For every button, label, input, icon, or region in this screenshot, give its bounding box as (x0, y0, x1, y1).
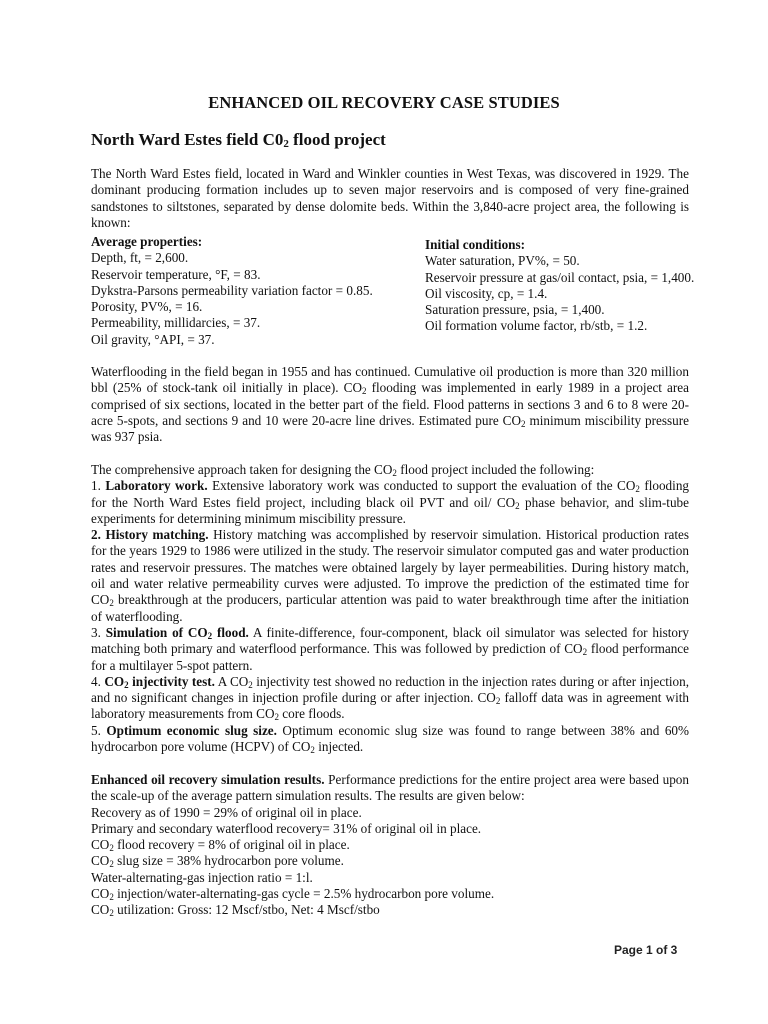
section-title (91, 130, 386, 150)
step-history-matching: 2. History matching. History matching was accomplished by reservoir simulation. Historical production rates for the years 1929 to 1986 were utilized in the study. The reservoir simulator computed gas and water production rates and reservoir pressures. The matches were obtained largely by layer permeabilities. During history match, oil and water relative permeability curves were adjusted. To improve the prediction of the estimated time for $CO_2$ breakthrough at the producers, particular attention was paid to water breakthrough time after the initiation of waterflooding. (91, 527, 689, 624)
condition-item: Reservoir pressure at gas/oil contact, psia, = 1,400. (425, 269, 695, 285)
page-number: Page 1 of 3 (614, 943, 678, 957)
condition-item: Water saturation, PV%, = 50. (425, 253, 580, 269)
section-title-suffix: flood project (288, 130, 386, 149)
step-simulation: 3. Simulation of $CO_2$ flood. A finite-difference, four-component, black oil simulator was selected for history matching both primary and waterflood performance. This was followed by prediction of $CO_2$ flood performance for a multilayer 5-spot pattern. (91, 624, 690, 673)
property-item: Reservoir temperature, °F, = 83. (91, 266, 261, 282)
step-laboratory-work: 1. Laboratory work. Extensive laboratory work was conducted to support the evaluation of the $CO_2$ flooding for the North Ward Estes field project, including black oil PVT and oil/ $CO_2$ phase behavior, and slim-tube experiments for determining minimum miscibility pressure. (91, 478, 690, 526)
result-item: $CO_2$ flood recovery = 8% of original oil in place. (91, 837, 350, 854)
condition-item: Oil viscosity, cp, = 1.4. (425, 285, 548, 301)
result-item: $CO_2$ utilization: Gross: 12 Mscf/stbo, Net: 4 Mscf/stbo (91, 902, 380, 919)
condition-item: Saturation pressure, psia, = 1,400. (425, 302, 605, 318)
document-title: ENHANCED OIL RECOVERY CASE STUDIES (208, 93, 560, 112)
result-item: $CO_2$ slug size = 38% hydrocarbon pore volume. (91, 853, 344, 870)
property-item: Porosity, PV%, = 16. (91, 299, 203, 315)
initial-conditions-list (425, 237, 725, 335)
intro-paragraph: The North Ward Estes field, located in Ward and Winkler counties in West Texas, was discovered in 1929. The dominant producing formation includes up to seven major reservoirs and is composed of very fine-grained sandstones to siltstones, separated by dense dolomite beds. Within the 3,840-acre project area, the following is known: (91, 166, 689, 230)
condition-item: Oil formation volume factor, rb/stb, = 1.2. (425, 318, 648, 334)
waterflood-paragraph: Waterflooding in the field began in 1955 and has continued. Cumulative oil production is more than 320 million bbl (25% of stock-tank oil initially in place). $CO_2$ flooding was implemented in early 1989 in a project area comprised of six sections, located in the better part of the field. Flood patterns in sections 3 and 6 to 8 were 20-acre 5-spots, and sections 9 and 10 were 20-acre line drives. Estimated pure $CO_2$ minimum miscibility pressure was 937 psia. (91, 364, 689, 445)
approach-intro: The comprehensive approach taken for designing the $CO_2$ flood project included the following: (91, 462, 595, 478)
step-injectivity-test: 4. $CO_2$ injectivity test. A $CO_2$ injectivity test showed no reduction in the injection rates during or after injection, and no significant changes in injection profile during or after injection. $CO_2$ falloff data was in agreement with laboratory measurements from $CO_2$ core floods. (91, 673, 690, 723)
step-slug-size: 5. Optimum economic slug size. Optimum economic slug size was found to range between 38% and 60% hydrocarbon pore volume (HCPV) of $CO_2$ injected. (91, 722, 689, 756)
property-item: Oil gravity, °API, = 37. (91, 331, 215, 347)
result-item: Recovery as of 1990 = 29% of original oil in place. (91, 804, 362, 820)
subscript-2: 2 (283, 138, 289, 150)
property-item: Dykstra-Parsons permeability variation factor = 0.85. (91, 282, 373, 298)
results-section (91, 772, 689, 919)
average-properties-heading: Average properties: (91, 234, 203, 249)
result-item: $CO_2$ injection/water-alternating-gas cycle = 2.5% hydrocarbon pore volume. (91, 886, 495, 903)
result-item: Primary and secondary waterflood recovery= 31% of original oil in place. (91, 820, 482, 836)
average-properties-list (91, 234, 411, 348)
initial-conditions-heading: Initial conditions: (425, 237, 526, 252)
property-item: Permeability, millidarcies, = 37. (91, 315, 261, 331)
result-item: Water-alternating-gas injection ratio = 1:l. (91, 869, 313, 885)
property-item: Depth, ft, = 2,600. (91, 250, 189, 266)
approach-section (91, 462, 689, 755)
section-title-prefix: North Ward Estes field C0 (91, 130, 284, 149)
results-intro: Enhanced oil recovery simulation results. Performance predictions for the entire project area were based upon the scale-up of the average pattern simulation results. The results are given below: (91, 772, 689, 804)
